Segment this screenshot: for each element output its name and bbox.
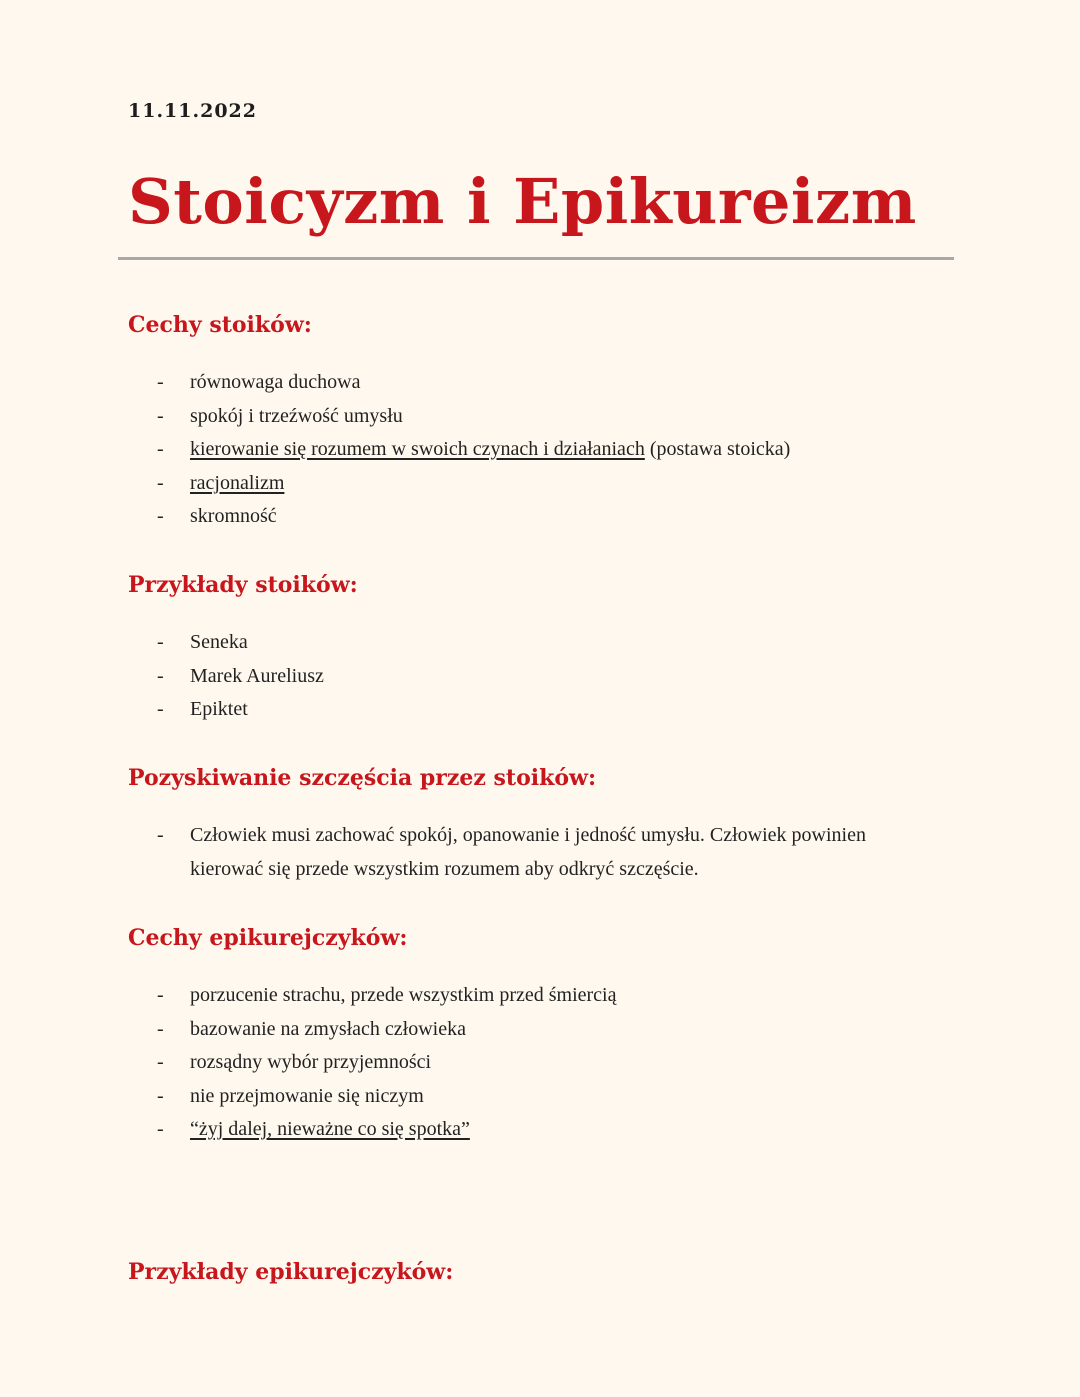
list-item-text: Człowiek musi zachować spokój, opanowanie i jedność umysłu. Człowiek powinien kierować się przede wszystkim rozumem aby odkryć szczęście.	[190, 824, 866, 880]
section-heading: Przykłady stoików:	[128, 572, 358, 598]
bullet-dash: -	[157, 505, 164, 527]
list-item	[128, 979, 988, 1013]
list-item-text: bazowanie na zmysłach człowieka	[190, 1017, 466, 1040]
section-przyklady-stoikow	[128, 570, 988, 727]
list-item-text: skromność	[190, 505, 277, 527]
bullet-dash: -	[157, 438, 164, 460]
bullet-dash: -	[157, 1084, 164, 1107]
list-item	[128, 1080, 988, 1114]
list-item	[128, 433, 988, 467]
section-przyklady-epikurejczykow	[128, 1257, 988, 1287]
bullet-list	[128, 979, 988, 1147]
bullet-dash: -	[157, 631, 164, 653]
document-title: Stoicyzm i Epikureizm	[128, 165, 917, 238]
list-item	[128, 366, 988, 400]
bullet-list	[128, 626, 988, 727]
bullet-dash: -	[157, 1051, 164, 1073]
bullet-dash: -	[157, 984, 164, 1006]
section-heading: Przykłady epikurejczyków:	[128, 1259, 454, 1285]
list-item	[128, 819, 918, 886]
list-item-text: równowaga duchowa	[190, 371, 361, 393]
list-item-underlined-text: racjonalizm	[190, 471, 285, 494]
list-item	[128, 467, 988, 501]
list-item-text: porzucenie strachu, przede wszystkim przed śmiercią	[190, 984, 617, 1006]
bullet-list	[128, 819, 918, 886]
list-item-text: rozsądny wybór przyjemności	[190, 1051, 432, 1073]
bullet-dash: -	[157, 1017, 164, 1040]
list-item-text: spokój i trzeźwość umysłu	[190, 404, 403, 427]
list-item	[128, 500, 988, 534]
section-heading: Pozyskiwanie szczęścia przez stoików:	[128, 765, 597, 791]
bullet-dash: -	[157, 698, 164, 720]
title-divider	[118, 257, 954, 260]
bullet-dash: -	[157, 664, 164, 687]
bullet-dash: -	[157, 371, 164, 393]
list-item-text: Epiktet	[190, 698, 248, 720]
bullet-dash: -	[157, 1118, 164, 1140]
list-item	[128, 660, 988, 694]
list-item	[128, 400, 988, 434]
list-item-text: nie przejmowanie się niczym	[190, 1084, 424, 1107]
list-item-underlined-text: kierowanie się rozumem w swoich czynach i działaniach	[190, 438, 645, 460]
document-date: 11.11.2022	[128, 100, 257, 122]
bullet-dash: -	[157, 404, 164, 427]
section-heading: Cechy epikurejczyków:	[128, 925, 408, 951]
bullet-list	[128, 366, 988, 534]
list-item	[128, 1113, 988, 1147]
section-cechy-epikurejczykow	[128, 923, 988, 1147]
section-cechy-stoikow	[128, 310, 988, 534]
list-item-text: (postawa stoicka)	[644, 438, 791, 460]
section-heading: Cechy stoików:	[128, 312, 312, 338]
bullet-dash: -	[157, 824, 164, 846]
list-item-text: Seneka	[190, 631, 248, 653]
list-item	[128, 1013, 988, 1047]
section-pozyskiwanie-szczescia	[128, 763, 988, 886]
list-item	[128, 1046, 988, 1080]
list-item-text: Marek Aureliusz	[190, 664, 324, 687]
list-item	[128, 693, 988, 727]
list-item-underlined-text: “żyj dalej, nieważne co się spotka”	[190, 1118, 470, 1140]
list-item	[128, 626, 988, 660]
bullet-dash: -	[157, 471, 164, 494]
